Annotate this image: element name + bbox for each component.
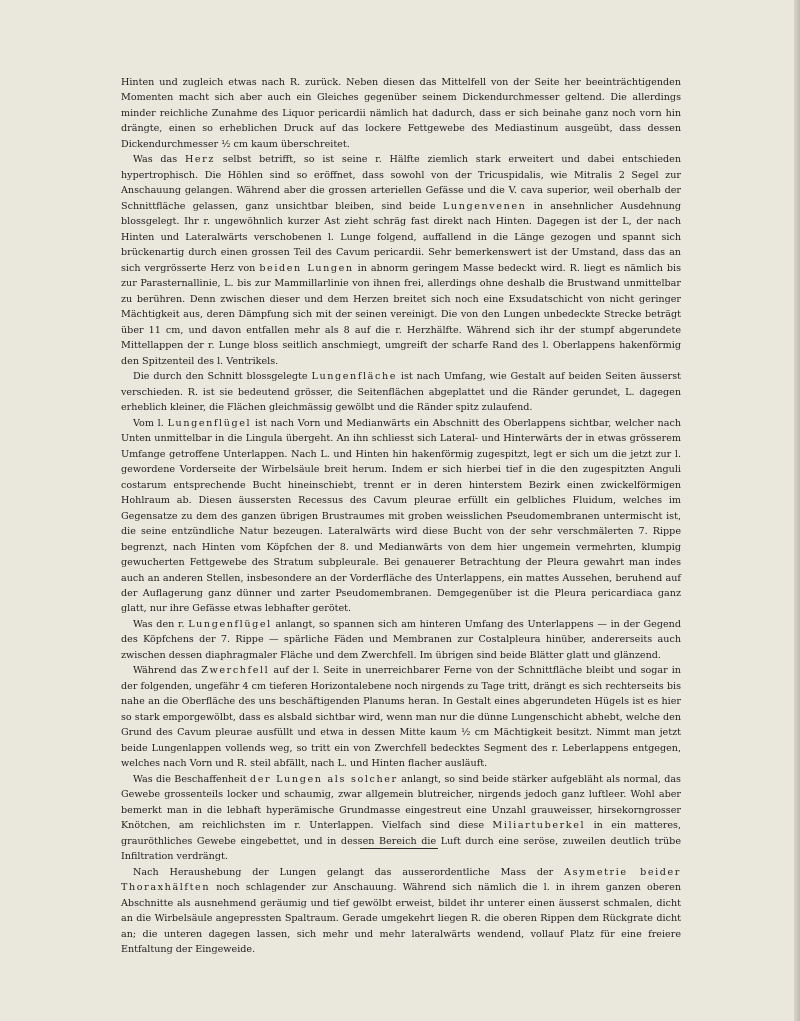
spaced-term: Lungenflügel [167, 417, 252, 429]
text-run: auf der l. Seite in unerreichbarer Ferne von der Schnittfläche bleibt und sogar in der folgenden, ungefähr 4 cm tieferen Horizontalebene noch nirgends zu Tage tritt, drängt es sich rechterseits bis nahe an die Oberfläche des uns beschäftigenden Planums heran. In Gestalt eines abgerundeten Hügels ist es hier so stark emporgewölbt, dass es alsbald sichtbar wird, wenn man nur die dünne Lungenschicht abhebt, welche den Grund des Cavum pleurae ausfüllt und etwa in dessen Mitte kaum ½ cm Mächtigkeit besitzt. Nimmt man jetzt beide Lungenlappen vollends weg, so tritt ein von Zwerchfell bedecktes Segment des r. Leberlappens entgegen, welches nach Vorn und R. steil abfällt, nach L. und Hinten flacher ausläuft. [121, 665, 681, 770]
text-run: selbst betrifft, so ist seine r. Hälfte ziemlich stark erweitert und dabei entschieden hypertrophisch. Die Höhlen sind so eröffnet, dass sowohl von der Tricuspidalis, wie Mitralis 2 Segel zur Anschauung gelangen. Während aber die grossen arteriellen Gefässe und die V. cava superior, weil oberhalb der Schnittfläche gelassen, ganz unsichtbar bleiben, sind beide [121, 154, 681, 212]
paragraph-1 [121, 152, 681, 369]
body-text [121, 75, 681, 958]
spaced-term: beiden Lungen [259, 262, 354, 274]
text-run: Nach Heraushebung der Lungen gelangt das ausserordentliche Mass der [133, 866, 565, 878]
text-run: Was das [133, 154, 185, 166]
text-run: Die durch den Schnitt blossgelegte [133, 371, 312, 383]
text-run: Vom l. [133, 417, 168, 429]
text-run: Was den r. [133, 618, 189, 630]
spaced-term: Zwerchfell [201, 665, 270, 677]
paragraph-7 [121, 865, 681, 958]
spaced-term: Lungenfläche [311, 371, 397, 383]
text-run: Während das [133, 665, 202, 677]
text-run: ist nach Vorn und Medianwärts ein Abschnitt des Oberlappens sichtbar, welcher nach Unten unmittelbar in die Lingula übergeht. An ihn schliesst sich Lateral- und Hinterwärts der in etwas grösserem Umfange getroffene Unterlappen. Nach L. und Hinten hin hakenförmig zugespitzt, legt er sich um die jetzt zur l. gewordene Vorderseite der Wirbelsäule breit herum. Indem er sich hierbei tief in die den zugespitzten Anguli costarum entsprechende Bucht hineinschiebt, trennt er in deren hinterstem Bezirk einen zwickelförmigen Hohlraum ab. Diesen äussersten Recessus des Cavum pleurae erfüllt ein gelbliches Fluidum, welches im Gegensatze zu dem des ganzen übrigen Brustraumes mit groben weisslichen Pseudomembranen untermischt ist, die seine entzündliche Natur bezeugen. Lateralwärts wird diese Bucht von der sehr verschmälerten 7. Rippe begrenzt, nach Hinten vom Köpfchen der 8. und Medianwärts von dem hier ungemein vermehrten, klumpig gewucherten Fettgewebe des Stratum subpleurale. Bei genauerer Betrachtung der Pleura gewahrt man indes auch an anderen Stellen, insbesondere an der Vorderfläche des Unterlappens, ein mattes Aussehen, beruhend auf der Auflagerung ganz dünner und zarter Pseudomembranen. Demgegenüber ist die Pleura pericardiaca ganz glatt, nur ihre Gefässe etwas lebhafter gerötet. [121, 417, 681, 615]
paragraph-6 [121, 772, 681, 865]
spaced-term: Herz [184, 154, 216, 166]
paragraph-2 [121, 369, 681, 415]
text-run: anlangt, so spannen sich am hinteren Umfang des Unterlappens — in der Gegend des Köpfchens der 7. Rippe — spärliche Fäden und Membranen zur Costalpleura hinüber, andererseits auch zwischen dessen diaphragmaler Fläche und dem Zwerchfell. Im übrigen sind beide Blätter glatt und glänzend. [121, 618, 681, 661]
text-run: ist nach Umfang, wie Gestalt auf beiden Seiten äusserst verschieden. R. ist sie bedeutend grösser, die Seitenflächen abgeplattet und die Ränder gerundet, L. dagegen erheblich kleiner, die Flächen gleichmässig gewölbt und die Ränder spitz zulaufend. [121, 371, 681, 414]
paragraph-3 [121, 416, 681, 617]
text-run: in abnorm geringem Masse bedeckt wird. R. liegt es nämlich bis zur Parasternallinie, L. bis zur Mammillarlinie von ihnen frei, allerdings ohne deshalb die Brustwand unmittelbar zu berühren. Denn zwischen dieser und dem Herzen breitet sich noch eine Exsudatschicht von nicht geringer Mächtigkeit aus, deren Dämpfung sich mit der seinen vereinigt. Die von den Lungen unbedeckte Strecke beträgt über 11 cm, und davon entfallen mehr als 8 auf die r. Herzhälfte. Während sich ihr der stumpf abgerundete Mittellappen der r. Lunge bloss seitlich anschmiegt, umgreift der scharfe Rand des l. Oberlappens hakenförmig den Spitzenteil des l. Ventrikels. [121, 262, 681, 367]
paragraph-0 [121, 75, 681, 152]
text-run: Hinten und zugleich etwas nach R. zurück. Neben diesen das Mittelfell von der Seite her beeinträchtigenden Momenten macht sich aber auch ein Gleiches gegenüber seinem Dickendurchmesser geltend. Die allerdings minder reichliche Zunahme des Liquor pericardii nämlich hat dadurch, dass er sich beinahe ganz noch vorn hin drängte, einen so erheblichen Druck auf das lockere Fettgewebe des Mediastinum ausgeübt, dass dessen Dickendurchmesser ½ cm kaum überschreitet. [121, 77, 681, 150]
text-run: in ein matteres, grauröthliches Gewebe eingebettet, und in dessen Bereich die Luft durch eine seröse, zuweilen deutlich trübe Infiltration verdrängt. [121, 820, 681, 863]
paragraph-5 [121, 663, 681, 771]
spaced-term: Lungenflügel [188, 618, 272, 630]
text-run: anlangt, so sind beide stärker aufgebläht als normal, das Gewebe grossenteils locker und schaumig, zwar allgemein blutreicher, nirgends jedoch ganz luftleer. Wohl aber bemerkt man in die lebhaft hyperämische Grundmasse eingestreut eine Unzahl grauweisser, hirsekorngrosser Knötchen, am reichlichsten im r. Unterlappen. Vielfach sind diese [121, 773, 681, 832]
text-run: noch schlagender zur Anschauung. Während sich nämlich die l. in ihrem ganzen oberen Abschnitte als ausnehmend geräumig und tief gewölbt erweist, bildet ihr unterer einen äusserst schmalen, dicht an die Wirbelsäule angepressten Spaltraum. Gerade umgekehrt liegen R. die oberen Rippen dem Rückgrate dicht an; die unteren dagegen lassen, sich mehr und mehr lateralwärts wendend, vollauf Platz für eine freiere Entfaltung der Eingeweide. [121, 882, 681, 956]
end-rule [360, 848, 438, 849]
spaced-term: Lungenvenen [442, 200, 527, 212]
text-run: in ansehnlicher Ausdehnung blossgelegt. Ihr r. ungewöhnlich kurzer Ast zieht schräg fast direkt nach Hinten. Dagegen ist der L, der nach Hinten und Lateralwärts verschobenen l. Lunge folgend, auffallend in die Länge gezogen und spannt sich brückenartig durch einen grossen Teil des Cavum pericardii. Sehr bemerkenswert ist der Umstand, dass das an sich vergrösserte Herz von [121, 200, 681, 274]
spaced-term: Asymetrie beider Thoraxhälften [121, 866, 681, 894]
paragraph-4 [121, 617, 681, 663]
text-run: Was die Beschaffenheit [133, 773, 251, 785]
spaced-term: der Lungen als solcher [250, 773, 398, 785]
spaced-term: Miliartuberkel [492, 820, 586, 832]
